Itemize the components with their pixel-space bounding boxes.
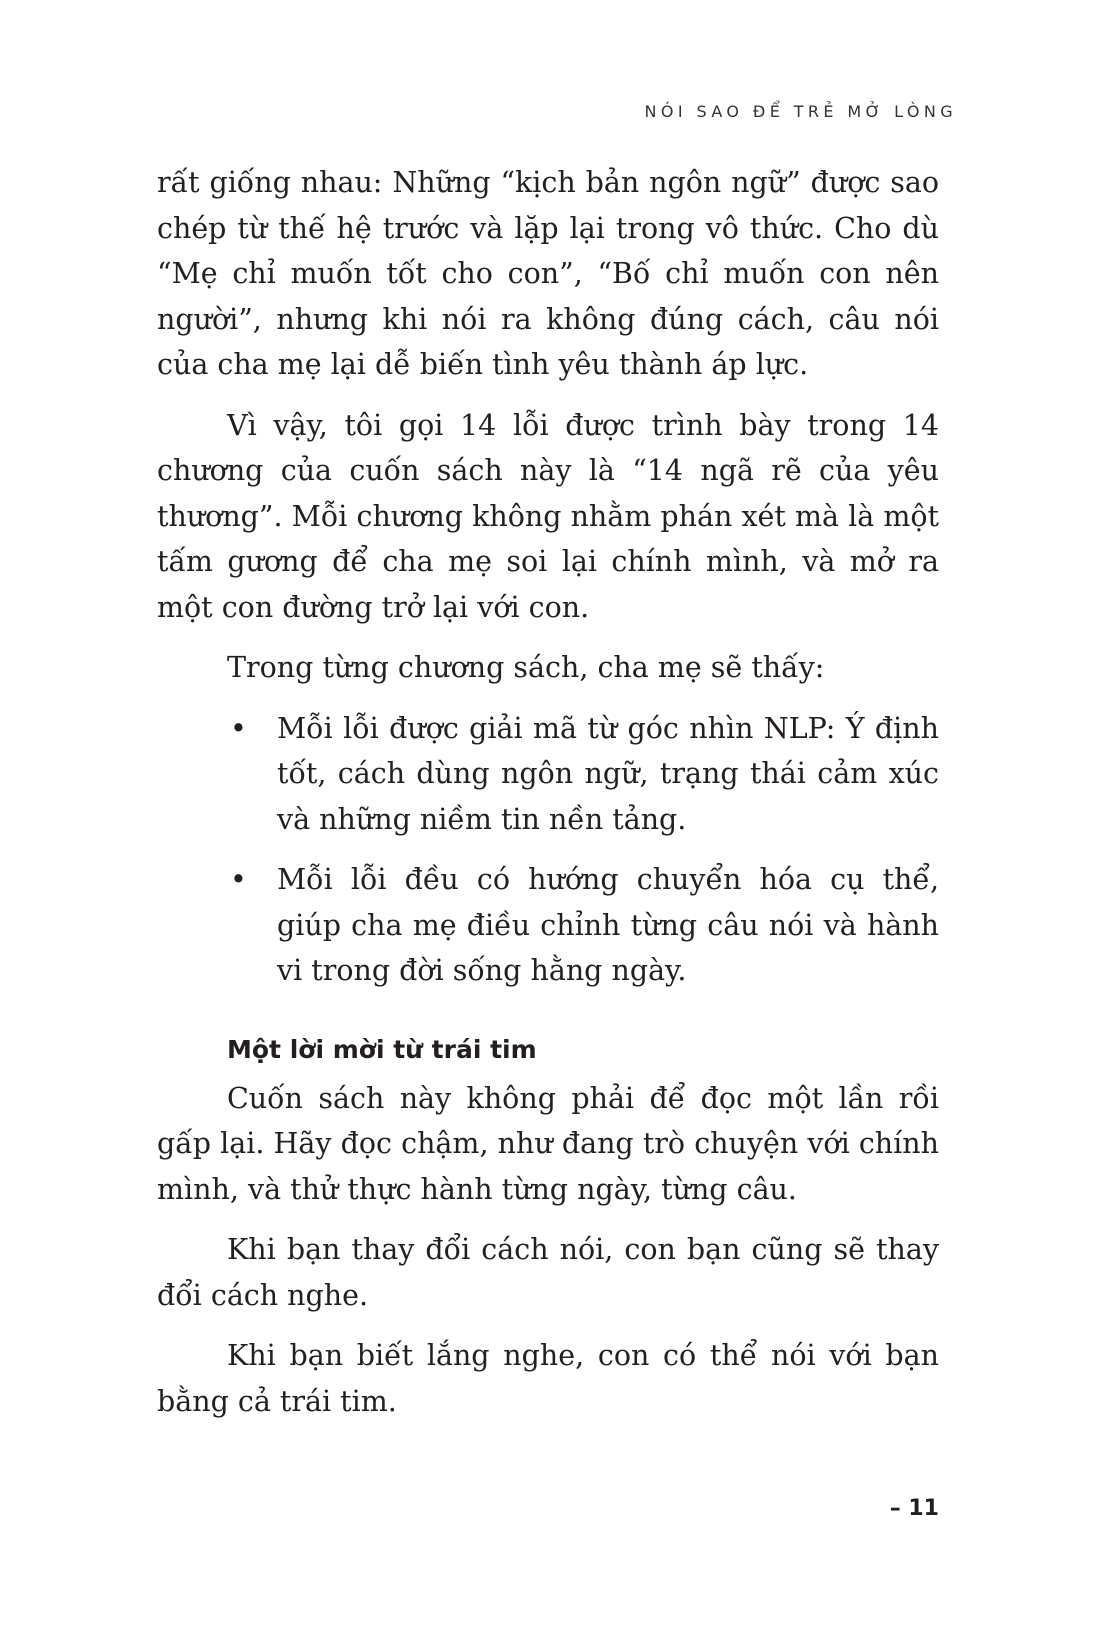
bullet-icon: • [230, 711, 247, 745]
bullet-icon: • [230, 863, 247, 896]
list-item [157, 706, 939, 843]
paragraph: Vì vậy, tôi gọi 14 lỗi được trình bày trong 14 chương của cuốn sách này là “14 ngã rẽ của yêu thương”. Mỗi chương không nhằm phán xét mà là một tấm gương để cha mẹ soi lại chính mình, và mở ra một con đường trở lại với con. [157, 408, 939, 624]
page-number: – 11 [889, 1496, 939, 1521]
paragraph: Khi bạn biết lắng nghe, con có thể nói với bạn bằng cả trái tim. [157, 1339, 939, 1418]
running-header: NÓI SAO ĐỂ TRẺ MỞ LÒNG [644, 102, 957, 121]
paragraph: Khi bạn thay đổi cách nói, con bạn cũng sẽ thay đổi cách nghe. [157, 1233, 939, 1312]
section-heading: Một lời mời từ trái tim [227, 1034, 537, 1064]
list-item-text: Mỗi lỗi đều có hướng chuyển hóa cụ thể, giúp cha mẹ điều chỉnh từng câu nói và hành vi trong đời sống hằng ngày. [277, 863, 939, 987]
paragraph: Cuốn sách này không phải để đọc một lần rồi gấp lại. Hãy đọc chậm, như đang trò chuyện với chính mình, và thử thực hành từng ngày, từng câu. [157, 1081, 939, 1206]
paragraph-continued: rất giống nhau: Những “kịch bản ngôn ngữ” được sao chép từ thế hệ trước và lặp lại trong vô thức. Cho dù “Mẹ chỉ muốn tốt cho con”, “Bố chỉ muốn con nên người”, nhưng khi nói ra không đúng cách, câu nói của cha mẹ lại dễ biến tình yêu thành áp lực. [157, 166, 939, 381]
bullet-list [157, 706, 939, 994]
list-item [157, 857, 939, 994]
list-item-text: Mỗi lỗi được giải mã từ góc nhìn NLP: Ý định tốt, cách dùng ngôn ngữ, trạng thái cảm xúc và những niềm tin nền tảng. [277, 711, 939, 836]
page-body [157, 160, 939, 1424]
paragraph-list-intro: Trong từng chương sách, cha mẹ sẽ thấy: [227, 651, 825, 684]
